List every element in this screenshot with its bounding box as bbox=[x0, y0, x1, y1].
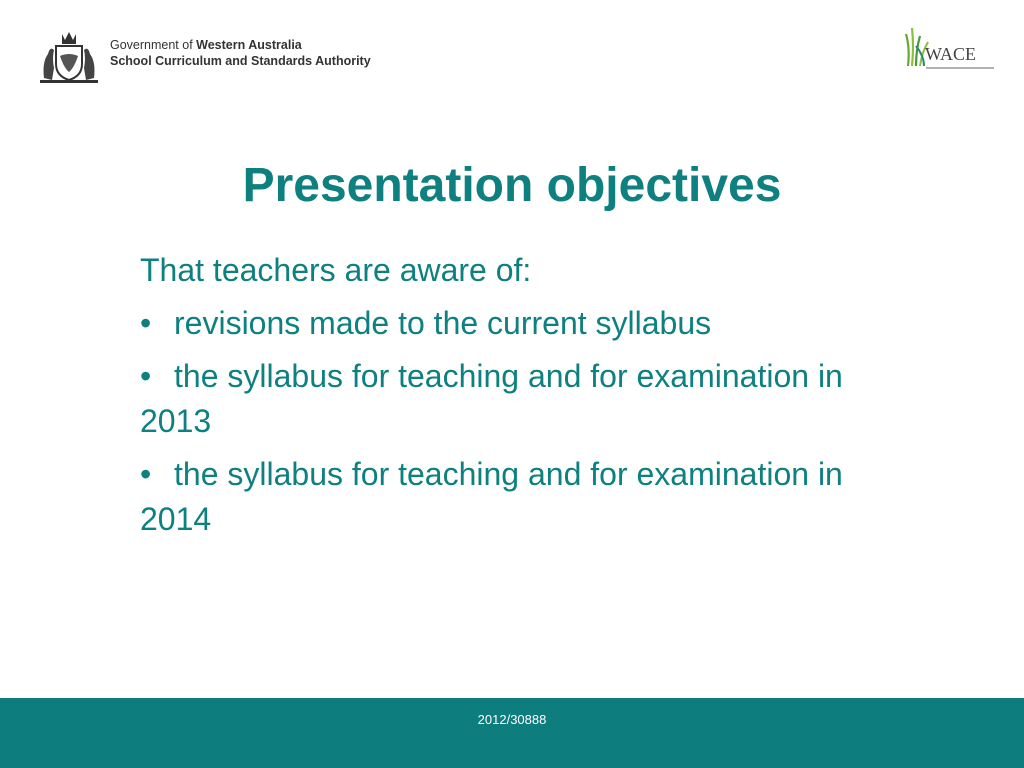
bullet-text: the syllabus for teaching and for examination in 2014 bbox=[140, 456, 843, 537]
org-name bbox=[110, 37, 371, 69]
intro-text: That teachers are aware of: bbox=[140, 252, 532, 288]
footer-bar bbox=[0, 698, 1024, 768]
org-line-2: School Curriculum and Standards Authority bbox=[110, 54, 371, 68]
bullet-text: the syllabus for teaching and for examination in 2013 bbox=[140, 358, 843, 439]
bullet-icon: • bbox=[140, 358, 152, 394]
bullet-icon: • bbox=[140, 456, 152, 492]
slide-title: Presentation objectives bbox=[242, 159, 782, 212]
document-reference: 2012/30888 bbox=[477, 712, 547, 727]
slide-body bbox=[140, 248, 870, 550]
wace-grass-logo-icon bbox=[902, 26, 1002, 76]
wa-coat-of-arms-icon bbox=[38, 28, 100, 84]
list-item bbox=[140, 452, 870, 542]
list-item bbox=[140, 301, 870, 346]
wace-logo-text: WACE bbox=[925, 44, 976, 64]
bullet-text: revisions made to the current syllabus bbox=[174, 305, 712, 341]
org-line-1: Government of Western Australia bbox=[110, 38, 302, 52]
list-item bbox=[140, 354, 870, 444]
scsa-branding bbox=[38, 28, 398, 88]
bullet-icon: • bbox=[140, 305, 152, 341]
